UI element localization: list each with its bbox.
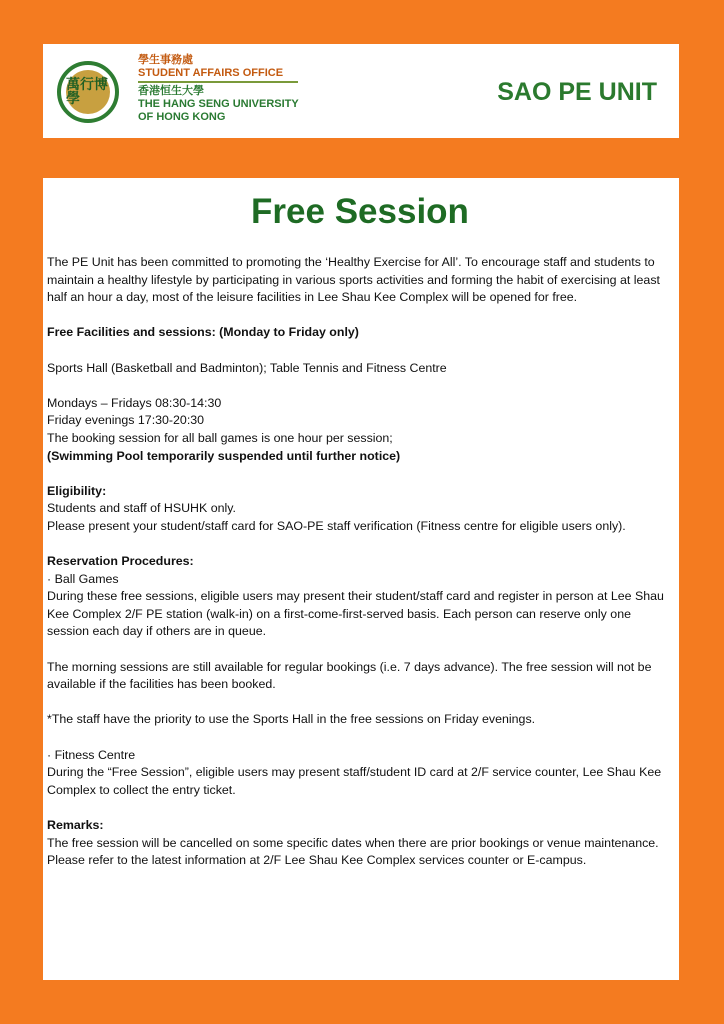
pool-notice: (Swimming Pool temporarily suspended until further notice) <box>47 448 401 463</box>
seal-emblem: 萬行博學 <box>66 70 110 114</box>
eligibility-line1: Students and staff of HSUHK only. <box>47 501 236 516</box>
sao-english-name: STUDENT AFFAIRS OFFICE <box>138 67 284 79</box>
unit-title: SAO PE UNIT <box>497 78 657 106</box>
booking-note: The booking session for all ball games is one hour per session; <box>47 430 393 445</box>
intro-paragraph: The PE Unit has been committed to promoting the ‘Healthy Exercise for All’. To encourage staff and students to maintain a healthy lifestyle by participating in various sports activities and forming the habit of exercising at least half an hour a day, most of the leisure facilities in Lee Shau Kee Complex will be opened for free. <box>47 255 660 305</box>
ball-games-label: · Ball Games <box>47 571 119 586</box>
logo-text-block <box>138 54 308 124</box>
sao-chinese-name: 學生事務處 <box>138 54 193 66</box>
staff-priority-note: *The staff have the priority to use the Sports Hall in the free sessions on Friday evenings. <box>47 712 536 727</box>
header-banner <box>43 44 679 138</box>
eligibility-line2: Please present your student/staff card for SAO-PE staff verification (Fitness centre for eligible users only). <box>47 518 626 533</box>
content-panel <box>43 178 679 980</box>
remarks-text: The free session will be cancelled on some specific dates when there are prior bookings or venue maintenance. Please refer to the latest information at 2/F Lee Shau Kee Complex services counter or E-campus. <box>47 835 659 868</box>
university-english-name-line1: THE HANG SENG UNIVERSITY <box>138 98 299 110</box>
morning-sessions-note: The morning sessions are still available for regular bookings (i.e. 7 days advance). The free session will not be available if the facilities has been booked. <box>47 659 652 692</box>
logo-divider <box>138 81 298 83</box>
facilities-list: Sports Hall (Basketball and Badminton); Table Tennis and Fitness Centre <box>47 360 447 375</box>
university-seal-logo <box>57 61 119 123</box>
facilities-heading: Free Facilities and sessions: (Monday to Friday only) <box>47 325 359 340</box>
university-chinese-name: 香港恒生大學 <box>138 85 204 97</box>
schedule-weekday: Mondays – Fridays 08:30-14:30 <box>47 395 222 410</box>
eligibility-heading: Eligibility: <box>47 483 107 498</box>
schedule-evening: Friday evenings 17:30-20:30 <box>47 413 205 428</box>
fitness-centre-text: During the “Free Session”, eligible users may present staff/student ID card at 2/F service counter, Lee Shau Kee Complex to collect the entry ticket. <box>47 765 662 797</box>
fitness-centre-label: · Fitness Centre <box>47 747 136 762</box>
page-title: Free Session <box>251 192 469 231</box>
remarks-heading: Remarks: <box>47 818 104 832</box>
reservation-heading: Reservation Procedures: <box>47 554 194 569</box>
university-english-name-line2: OF HONG KONG <box>138 111 226 123</box>
ball-games-text: During these free sessions, eligible users may present their student/staff card and register in person at Lee Shau Kee Complex 2/F PE station (walk-in) on a first-come-first-served basis. Each person can reserve only one session each day if others are in queue. <box>47 589 664 639</box>
